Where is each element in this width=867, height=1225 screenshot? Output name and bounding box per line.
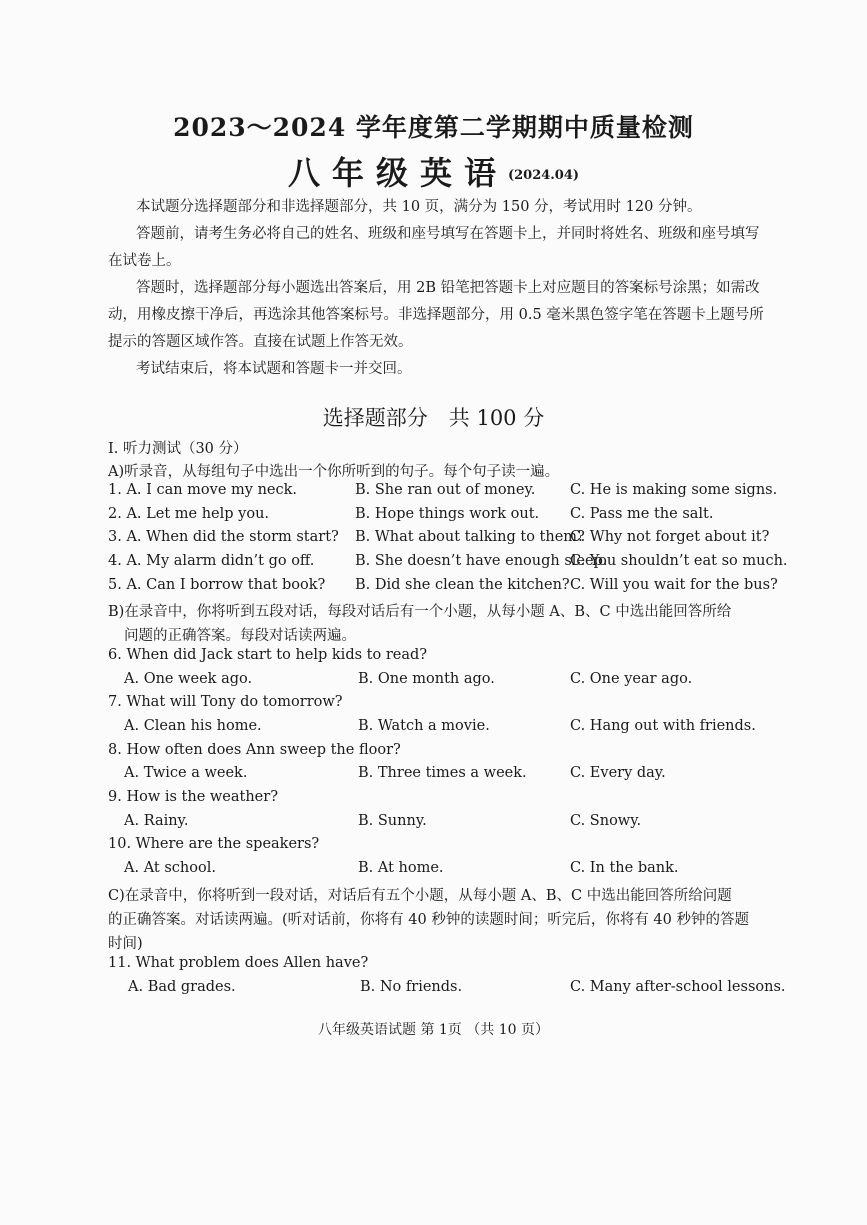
part-a-instructions: A)听录音，从每组句子中选出一个你所听到的句子。每个句子读一遍。 <box>108 464 560 480</box>
q3-option-c: C. Why not forget about it? <box>570 529 770 545</box>
q10-option-b: B. At home. <box>358 860 444 876</box>
q2-option-a: 2. A. Let me help you. <box>108 506 270 522</box>
q5-option-a: 5. A. Can I borrow that book? <box>108 577 326 593</box>
q2-option-c: C. Pass me the salt. <box>570 506 714 522</box>
q8-question: 8. How often does Ann sweep the floor? <box>108 742 401 758</box>
q2-option-b: B. Hope things work out. <box>355 506 540 522</box>
q10-question: 10. Where are the speakers? <box>108 836 320 852</box>
q8-option-a: A. Twice a week. <box>124 765 248 781</box>
instruction-4: 考试结束后，将本试题和答题卡一并交回。 <box>136 361 412 377</box>
q6-question: 6. When did Jack start to help kids to read? <box>108 647 428 663</box>
q5-option-c: C. Will you wait for the bus? <box>570 577 778 593</box>
part-b-instructions-cont: 问题的正确答案。每段对话读两遍。 <box>124 628 356 644</box>
q1-option-a: 1. A. I can move my neck. <box>108 482 298 498</box>
q1-option-b: B. She ran out of money. <box>355 482 536 498</box>
q10-option-c: C. In the bank. <box>570 860 679 876</box>
q4-option-b: B. She doesn’t have enough sleep. <box>355 553 608 569</box>
q6-option-c: C. One year ago. <box>570 671 693 687</box>
exam-title: 2023～2024 学年度第二学期期中质量检测 <box>173 113 694 142</box>
q4-option-a: 4. A. My alarm didn’t go off. <box>108 553 315 569</box>
instruction-2: 答题前，请考生务必将自己的姓名、班级和座号填写在答题卡上，并同时将姓名、班级和座号填写在试卷上。 <box>108 226 760 269</box>
q4-option-c: C. You shouldn’t eat so much. <box>570 553 788 569</box>
q7-option-b: B. Watch a movie. <box>358 718 490 734</box>
exam-date: (2024.04) <box>507 168 580 183</box>
part-c-instructions-cont: 的正确答案。对话读两遍。(听对话前，你将有 40 秒钟的读题时间；听完后，你将有 40 秒钟的答题 <box>108 912 749 928</box>
q3-option-b: B. What about talking to them? <box>355 529 585 545</box>
part-c-instructions: C)在录音中，你将听到一段对话，对话后有五个小题，从每小题 A、B、C 中选出能回答所给问题 <box>108 888 732 904</box>
listening-heading: I. 听力测试（30 分） <box>108 441 248 457</box>
instructions <box>108 194 773 383</box>
q11-option-c: C. Many after-school lessons. <box>570 979 786 995</box>
instruction-3: 答题时，选择题部分每小题选出答案后，用 2B 铅笔把答题卡上对应题目的答案标号涂黑；如需改动，用橡皮擦干净后，再选涂其他答案标号。非选择题部分，用 0.5 毫米黑色签字笔在答题卡上题号所提示的答题区域作答。直接在试题上作答无效。 <box>108 280 764 350</box>
q9-question: 9. How is the weather? <box>108 789 278 805</box>
q10-option-a: A. At school. <box>124 860 216 876</box>
subject-name: 八年级英语 <box>287 154 508 192</box>
q9-option-c: C. Snowy. <box>570 813 642 829</box>
q11-option-b: B. No friends. <box>360 979 463 995</box>
instruction-1: 本试题分选择题部分和非选择题部分，共 10 页，满分为 150 分，考试用时 120 分钟。 <box>136 199 702 215</box>
q3-option-a: 3. A. When did the storm start? <box>108 529 339 545</box>
section-title: 选择题部分 共 100 分 <box>322 406 545 430</box>
q7-option-c: C. Hang out with friends. <box>570 718 756 734</box>
part-b-instructions: B)在录音中，你将听到五段对话，每段对话后有一个小题，从每小题 A、B、C 中选出能回答所给 <box>108 604 732 620</box>
page-footer: 八年级英语试题 第 1页 （共 10 页） <box>318 1022 549 1038</box>
q8-option-b: B. Three times a week. <box>358 765 527 781</box>
q7-option-a: A. Clean his home. <box>124 718 262 734</box>
q6-option-b: B. One month ago. <box>358 671 495 687</box>
q5-option-b: B. Did she clean the kitchen? <box>355 577 570 593</box>
q9-option-b: B. Sunny. <box>358 813 427 829</box>
q7-question: 7. What will Tony do tomorrow? <box>108 694 343 710</box>
subject-title <box>0 148 867 194</box>
q11-question: 11. What problem does Allen have? <box>108 955 369 971</box>
q11-option-a: A. Bad grades. <box>128 979 236 995</box>
q8-option-c: C. Every day. <box>570 765 666 781</box>
q9-option-a: A. Rainy. <box>124 813 189 829</box>
part-c-instructions-end: 时间) <box>108 936 143 952</box>
q1-option-c: C. He is making some signs. <box>570 482 778 498</box>
q6-option-a: A. One week ago. <box>124 671 253 687</box>
